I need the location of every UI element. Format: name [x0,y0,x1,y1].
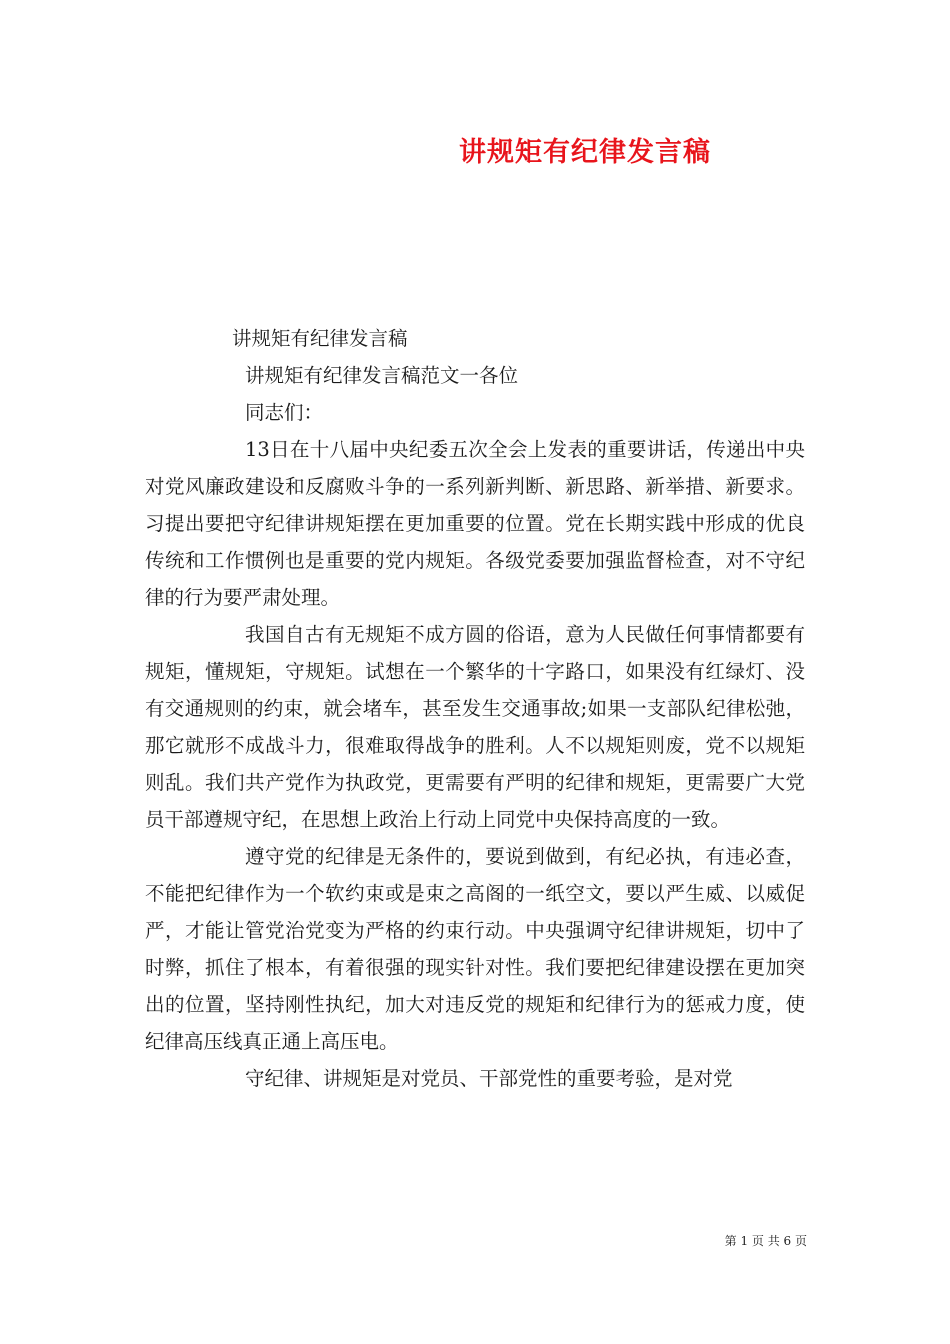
paragraph: 守纪律、讲规矩是对党员、干部党性的重要考验，是对党 [245,1067,733,1090]
document-subtitle: 讲规矩有纪律发言稿 [232,327,408,350]
document-body [145,320,805,1097]
paragraph: 遵守党的纪律是无条件的，要说到做到，有纪必执，有违必查，不能把纪律作为一个软约束或是束之高阁的一纸空文，要以严生威、以威促严，才能让管党治党变为严格的约束行动。中央强调守纪律讲规矩，切中了时弊，抓住了根本，有着很强的现实针对性。我们要把纪律建设摆在更加突出的位置，坚持刚性执纪，加大对违反党的规矩和纪律行为的惩戒力度，使纪律高压线真正通上高压电。 [145,845,805,1053]
page-number: 第 1 页 共 6 页 [724,1234,807,1248]
salutation: 同志们： [245,401,324,424]
paragraph: 我国自古有无规矩不成方圆的俗语，意为人民做任何事情都要有规矩，懂规矩，守规矩。试想在一个繁华的十字路口，如果没有红绿灯、没有交通规则的约束，就会堵车，甚至发生交通事故;如果一支部队纪律松弛，那它就形不成战斗力，很难取得战争的胜利。人不以规矩则废，党不以规矩则乱。我们共产党作为执政党，更需要有严明的纪律和规矩，更需要广大党员干部遵规守纪，在思想上政治上行动上同党中央保持高度的一致。 [145,623,805,831]
paragraph: 13日在十八届中央纪委五次全会上发表的重要讲话，传递出中央对党风廉政建设和反腐败斗争的一系列新判断、新思路、新举措、新要求。习提出要把守纪律讲规矩摆在更加重要的位置。党在长期实践中形成的优良传统和工作惯例也是重要的党内规矩。各级党委要加强监督检查，对不守纪律的行为要严肃处理。 [145,438,805,609]
document-title: 讲规矩有纪律发言稿 [459,137,711,168]
document-subtitle-sample: 讲规矩有纪律发言稿范文一各位 [245,364,519,387]
